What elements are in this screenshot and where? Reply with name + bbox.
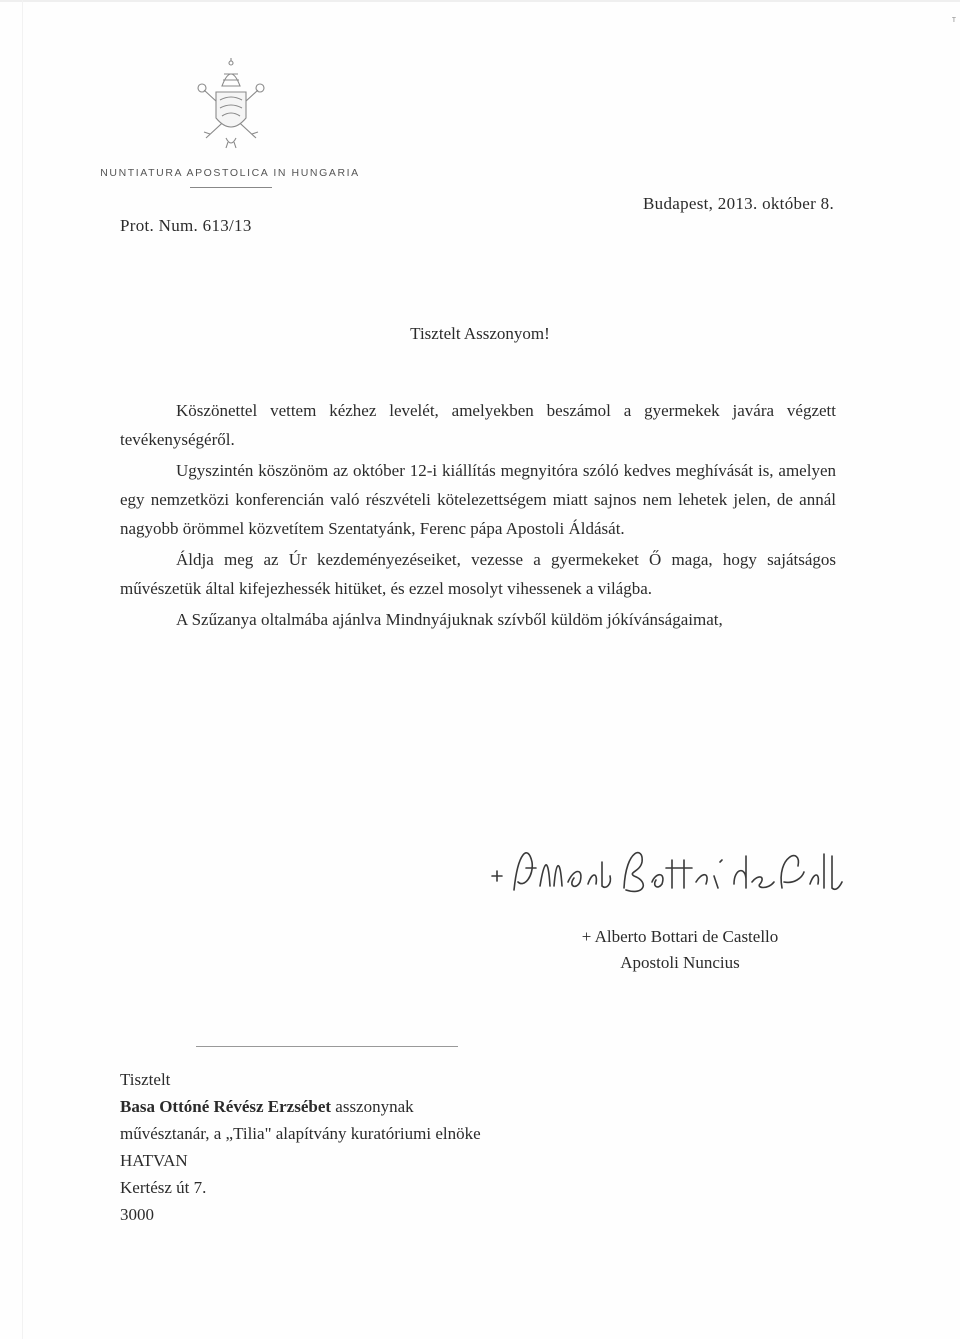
protocol-number: Prot. Num. 613/13	[120, 216, 252, 235]
letter-body	[120, 396, 836, 636]
recipient-zip: 3000	[120, 1205, 154, 1224]
scan-edge-left	[22, 0, 23, 1339]
letter-date: Budapest, 2013. október 8.	[643, 194, 834, 213]
address-recipient	[120, 1093, 481, 1120]
scan-edge-top	[0, 0, 960, 2]
edge-mark: т	[951, 14, 956, 24]
address-greeting: Tisztelt	[120, 1070, 171, 1089]
recipient-name: Basa Ottóné Révész Erzsébet	[120, 1097, 332, 1116]
recipient-city: HATVAN	[120, 1151, 188, 1170]
address-divider	[196, 1046, 458, 1047]
paragraph: Áldja meg az Úr kezdeményezéseiket, vezesse a gyermekeket Ő maga, hogy sajátságos művészetük által kifejezhessék hitüket, és ezzel mosolyt vihessenek a világba.	[120, 550, 836, 598]
salutation: Tisztelt Asszonyom!	[410, 324, 550, 343]
recipient-suffix: asszonynak	[331, 1097, 414, 1116]
letterhead-divider	[190, 187, 272, 188]
signatory-title: Apostoli Nuncius	[620, 953, 740, 972]
recipient-role: művésztanár, a „Tilia" alapítvány kuratóriumi elnöke	[120, 1124, 481, 1143]
handwritten-signature	[484, 832, 844, 912]
recipient-street: Kertész út 7.	[120, 1178, 207, 1197]
signatory-block	[500, 924, 860, 976]
recipient-address	[120, 1066, 481, 1228]
nunciature-header: NUNTIATURA APOSTOLICA IN HUNGARIA	[100, 167, 360, 179]
paragraph: Köszönettel vettem kézhez levelét, amelyekben beszámol a gyermekek javára végzett tevékenységéről.	[120, 401, 836, 449]
paragraph: A Szűzanya oltalmába ajánlva Mindnyájuknak szívből küldöm jókívánságaimat,	[176, 610, 723, 629]
papal-coat-of-arms-icon	[186, 56, 276, 152]
paragraph: Ugyszintén köszönöm az október 12-i kiállítás megnyitóra szóló kedves meghívását is, amelyen egy nemzetközi konferencián való részvételi kötelezettségem miatt sajnos nem lehetek jelen, de annál nagyobb örömmel közvetítem Szentatyánk, Ferenc pápa Apostoli Áldását.	[120, 461, 836, 538]
signatory-name: + Alberto Bottari de Castello	[581, 927, 779, 946]
